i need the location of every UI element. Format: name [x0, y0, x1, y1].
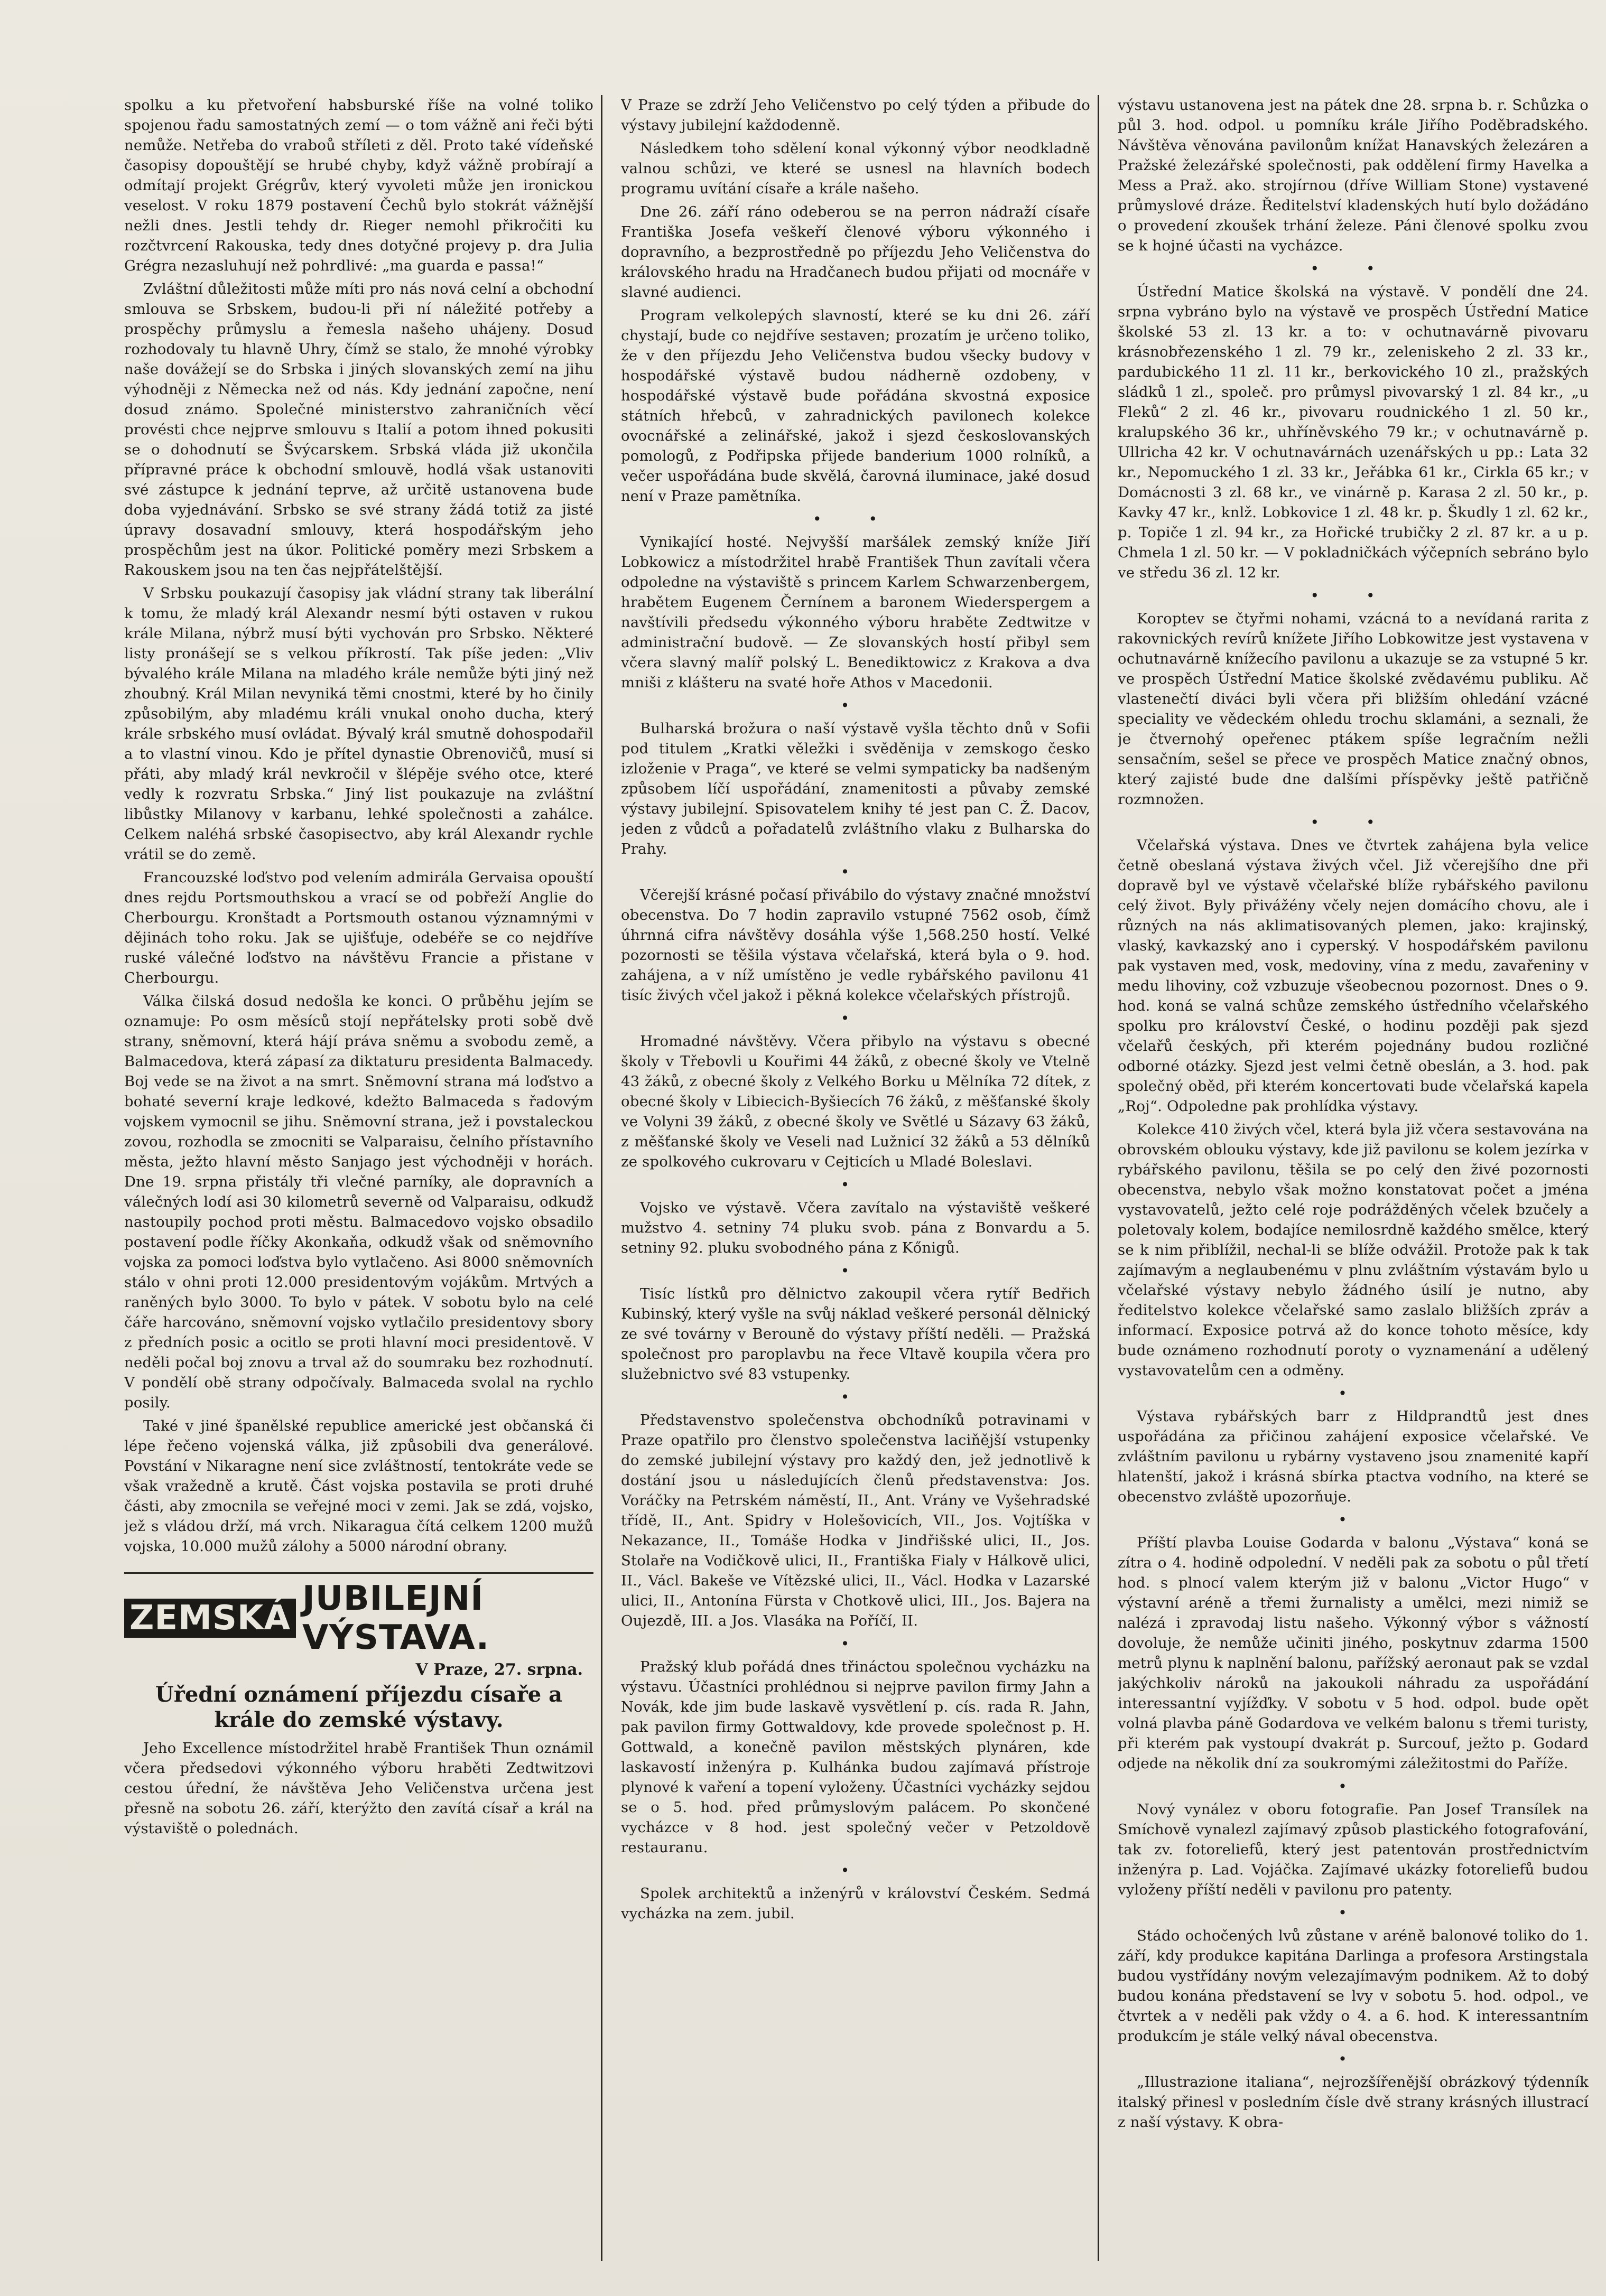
column-2	[621, 95, 1099, 2261]
news-item: Včelařská výstava. Dnes ve čtvrtek zahájena byla velice četně obeslaná výstava živých včel. Již včerejšího dne při dopravě byl ve výstavě včelařské blíže rybářského pavilonu celý život. Byly přivážény včely nejen domácího chovu, ale i různých na nás aklimatisovaných plemen, jako: krajinský, vlaský, kavkazský ano i cyperský. V hospodářském pavilonu pak vystaven med, vosk, medoviny, vína z medu, zavařeniny v medu lihoviny, což vzbuzuje všeobecnou pozornost. Dnes o 9. hod. koná se valná schůze zemského ústředního včelařského spolku pro království České, o hodinu později pak sjezd včelařů českých, při kterém pojednány budou rozličné odborné otázky. Sjezd jest velmi četně obeslán, a 3. hod. pak společný oběd, při kterém koncertovati bude včelařská kapela „Roj“. Odpoledne pak prohlídka výstavy.	[1118, 837, 1589, 1115]
news-item: Výstava rybářských barr z Hildprandtů jest dnes uspořádána za přičinou zahájení exposice včelařské. Ve zvláštním pavilonu u rybárny vystaveno jsou znamenité kapří hlatenští, jakož i krásná sbírka ptactva vodního, na které se obecenstvo zvláště upozorňuje.	[1118, 1408, 1589, 1505]
dateline: V Praze, 27. srpna.	[415, 1660, 583, 1679]
exhibition-section-header	[124, 1572, 593, 1838]
article-paragraph: Dne 26. září ráno odeberou se na perron nádraží císaře Františka Josefa veškeří členové výboru výkonného i dopravního, a bezprostředně po příjezdu Jeho Veličenstva do královského hradu na Hradčanech budou přijati od mocnáře v slavné audienci.	[621, 203, 1090, 301]
news-item: Nový vynález v oboru fotografie. Pan Josef Transílek na Smíchově vynalezl zajímavý způsob plastického fotografování, tak zv. fotoreliefů, který jest patentován prostřednictvím inženýra p. Lad. Vojáčka. Zajímavé ukázky fotoreliefů budou vyloženy příští neděli v pavilonu pro patenty.	[1118, 1801, 1589, 1898]
article-paragraph: výstavu ustanovena jest na pátek dne 28. srpna b. r. Schůzka o půl 3. hod. odpol. u pomníku krále Jiřího Poděbradského. Návštěva věnována pavilonům knížat Hanavských železáren a Pražské železářské společnosti, pak oddělení firmy Havelka a Mess a Praž. ako. strojírnou (dříve William Stone) vystavené průmyslové dráze. Ředitelství kladenských hutí bylo dožádáno o provedení zkoušek trhání železe. Páni členové spolku zvou se k hojné účasti na vycházce.	[1118, 97, 1589, 254]
exhibition-title-inverse: ZEMSKÁ	[124, 1599, 296, 1638]
separator-dots: • •	[1310, 587, 1396, 604]
separator-dots: •	[1338, 1511, 1368, 1528]
separator-dots: •	[1338, 1904, 1368, 1921]
column-3	[1118, 95, 1596, 2261]
news-item: Stádo ochočených lvů zůstane v aréně balonové toliko do 1. září, kdy produkce kapitána Darlinga a profesora Arstingstala budou vystřídány novým velezajímavým podnikem. Až to dobý budou konána představení se lvy v sobotu 5. hod. odpol., ve čtvrtek a v neděli pak vždy o 4. a 6. hod. K interessantním produkcím je stále velký nával obecenstva.	[1118, 1927, 1589, 2045]
separator-dots: •	[840, 1262, 871, 1280]
column-1	[124, 95, 602, 2261]
news-item: Kolekce 410 živých včel, která byla již včera sestavována na obrovském oblouku výstavy, kde již pavilonu se kolem jezírka v rybářského pavilonu, těšila se po celý den živé pozornosti obecenstva, nebylo však možno konstatovat počet a jména vystavovatelů, ježto celé roje podrážděných včelek bzučely a poletovaly kolem, bodajíce nemilosrdně každého smělce, který se k nim přiblížil, nechal-li se blíže odvážil. Protože pak k tak zajímavým a neglaubenému v plnu zvláštním výstavám bylo u včelařské výstavy nebylo žádného úsilí je nutno, aby ředitelstvo kolekce včelařské samo zaslalo bližších zpráv a informací. Exposice potrvá až do konce tohoto měsíce, kdy bude oznámeno rozhodnutí poroty o vyznamenání a udělený vystavovatelům cen a odměny.	[1118, 1121, 1589, 1379]
separator-dots: •	[840, 1010, 871, 1027]
article-paragraph: Válka čilská dosud nedošla ke konci. O průběhu jejím se oznamuje: Po osm měsíců stojí nepřátelsky proti sobě dvě strany, sněmovní, která hájí práva sněmu a svobodu země, a Balmacedova, která zápasí za diktaturu presidenta Balmacedy. Boj vede se na život a na smrt. Sněmovní strana má loďstvo a bohaté severní kraje ledkové, kdežto Balmaceda s řadovým vojskem vymocnil se jihu. Sněmovní strana, jež i povstaleckou zovou, rozhodla se zmocniti se Valparaisu, čelního přístavního města, ježto hlavní město Sanjago jest východněji v horách. Dne 19. srpna přistály tři vlečné parníky, ale dopravních a válečných lodí asi 30 kilometrů severně od Valparaisu, odkudž nastoupily pochod proti městu. Balmacedovo vojsko obsadilo postavení podle říčky Akonkaňa, odkudž však od sněmovního vojska za pomoci loďstva bylo vytlačeno. Asi 8000 sněmovních stálo v ohni proti 12.000 presidentovým vojákům. Mrtvých a raněných bylo 3000. To bylo v pátek. V sobotu bylo na celé čáře harcováno, sněmovní vojsko vytlačilo presidentovy sbory z předních posic a ocitlo se proti hlavní moci presidentově. V neděli počal boj znovu a trval až do soumraku bez rozhodnutí. V pondělí obě strany odpočívaly. Balmaceda svolal na rychlo posily.	[124, 993, 593, 1411]
article-paragraph: Následkem toho sdělení konal výkonný výbor neodkladně valnou schůzi, ve které se usnesl na hlavních bodech programu uvítání císaře a krále našeho.	[621, 140, 1090, 197]
article-paragraph: Také v jiné španělské republice americké jest občanská či lépe řečeno vojenská válka, již způsobili dva generálové. Povstání v Nikaragne není sice zvláštností, tentokráte vede se však vražedně a krutě. Část vojska postavila se proti druhé části, aby zmocnila se veřejné moci v zemi. Jak se zdá, vojsko, jež s vládou drží, má vrch. Nikaragua čítá celkem 1200 mužů vojska, 10.000 mužů zálohy a 5000 národní obrany.	[124, 1417, 593, 1555]
columns	[124, 95, 1589, 2261]
separator-dots: • •	[813, 510, 898, 528]
separator-dots: •	[840, 863, 871, 881]
separator-dots: •	[840, 1176, 871, 1193]
exhibition-title	[124, 1579, 593, 1657]
news-item: Spolek architektů a inženýrů v království Českém. Sedmá vycházka na zem. jubil.	[621, 1885, 1090, 1922]
article-paragraph: Zvláštní důležitosti může míti pro nás nová celní a obchodní smlouva se Srbskem, budou-li při ní náležité potřeby a prospěchy průmyslu a řemesla našeho uhájeny. Dosud rozhodovaly tu hlavně Uhry, čímž se stalo, že mnohé výrobky naše dovážejí se do Srbska i jiných slovanských zemí na jihu výhodněji z Německa než od nás. Kdy jednání započne, není dosud známo. Společné ministerstvo zahraničních věcí provésti chce nejprve smlouvu s Italií a potom ihned pokusiti se o dohodnutí se Švýcarskem. Srbská vláda již ukončila přípravné práce k obchodní smlouvě, hodlá však ustanoviti své zástupce k jednání teprve, až určitě ustanovena bude doba vyjednávání. Srbsko se své strany žádá totiž za jisté úpravy dosavadní smlouvy, která hospodářským jeho prospěchům jest na úkor. Politické poměry mezi Srbskem a Rakouskem jsou na ten čas nejpřátelštější.	[124, 281, 593, 578]
separator-dots: •	[1338, 1778, 1368, 1795]
news-item: Vojsko ve výstavě. Včera zavítalo na výstaviště veškeré mužstvo 4. setniny 74 pluku svob. pána z Bonvardu a 5. setniny 92. pluku svobodného pána z Kőnigů.	[621, 1199, 1090, 1256]
exhibition-subtitle: Úřední oznámení příjezdu císaře a krále do zemské výstavy.	[155, 1682, 563, 1732]
separator-dots: •	[1338, 2050, 1368, 2068]
separator-dots: •	[1338, 1385, 1368, 1402]
news-item: „Illustrazione italiana“, nejrozšířenější obrázkový týdenník italský přinesl v posledním čísle dvě strany krásných illustrací z naší výstavy. K obra-	[1118, 2074, 1589, 2131]
separator-dots: •	[840, 1388, 871, 1406]
separator-dots: • •	[1310, 814, 1396, 831]
news-item: Příští plavba Louise Godarda v balonu „Výstava“ koná se zítra o 4. hodině odpolední. V neděli pak za sobotu o půl třetí hod. s plnocí valem kterým již v balonu „Victor Hugo“ v výstavní aréně a třemi žurnalisty a umělci, mezi nimiž se nalézá i zpravodaj listu našeho. Výkonný výbor s vážností dovoluje, že nemůže učiniti jiného, poskytnuv zdarma 1500 metrů plynu k naplnění balonu, pařížský aeronaut pak se vzdal jakýchkoliv nároků na jakoukoli náhradu za uspořádání interessantní vyjížďky. V sobotu v 5 hod. odpol. bude opět volná plavba páně Godardova ve velkém balonu s třemi turisty, při kterém pak vystoupí dvakrát p. Surcouf, ježto p. Godard odjede na několik dní za soukromými záležitostmi do Paříže.	[1118, 1534, 1589, 1772]
news-item: Včerejší krásné počasí přivábilo do výstavy značné množství obecenstva. Do 7 hodin zapravilo vstupné 7562 osob, čímž úhrnná cifra návštěvy dosáhla výše 1,568.250 hostí. Velké pozornosti se těšila výstava včelařská, která byla o 9. hod. zahájena, a v níž umístěno je vedle rybářského pavilonu 41 tisíc živých včel jakož i pěkná kolekce včelařských přístrojů.	[621, 886, 1090, 1004]
news-item: Pražský klub pořádá dnes třináctou společnou vycházku na výstavu. Účastníci prohlédnou si nejprve pavilon firmy Jahn a Novák, kde jim bude laskavě vysvětlení p. cís. rada R. Jahn, pak pavilon firmy Gottwaldovy, kde provede společnost p. H. Gottwald, a konečně pavilon městských plynáren, kde laskavostí inženýra p. Kulhánka budou zajímavá přístroje plynové k vaření a topení vyloženy. Účastníci vycházky sejdou se o 5. hod. před průmyslovým palácem. Po skončené vycházce v 8 hod. jest společný večer v Petzoldově restauranu.	[621, 1658, 1090, 1856]
news-item: Ústřední Matice školská na výstavě. V pondělí dne 24. srpna vybráno bylo na výstavě ve prospěch Ústřední Matice školské 53 zl. 13 kr. a to: v ochutnavárně pivovaru krásnobřezenského 1 zl. 79 kr., zeleniskeho 2 zl. 33 kr., pardubického 11 zl. 11 kr., berkovického 10 zl., pražských sládků 1 zl., společ. pro průmysl pivovarský 1 zl. 84 kr., „u Fleků“ 2 zl. 46 kr., pivovaru roudnického 1 zl. 50 kr., kralupského 36 kr., uhříněvského 79 kr.; v ochutnavárně p. Ullricha 42 kr. V ochutnavárnách uzenářských u pp.: Lata 32 kr., Nepomuckého 1 zl. 33 kr., Jeřábka 61 kr., Cirkla 65 kr.; v Domácnosti 3 zl. 68 kr., ve vinárně p. Karasa 2 zl. 50 kr., p. Kavky 47 kr., knlž. Lobkovice 1 zl. 48 kr. p. Škudly 1 zl. 62 kr., p. Topiče 1 zl. 94 kr., za Hořické trubičky 2 zl. 87 kr. a u p. Chmela 1 zl. 50 kr. — V pokladničkách výčepních sebráno bylo ve středu 36 zl. 12 kr.	[1118, 283, 1589, 581]
article-paragraph: Program velkolepých slavností, které se ku dni 26. září chystají, bude co nejdříve sestaven; prozatím je určeno toliko, že v den příjezdu Jeho Veličenstva budou všecky budovy v hospodářské výstavě budou nádherně ozdobeny, v hospodářské výstavě bude pořádána skvostná exposice státních hřebců, v zahradnických pavilonech kolekce ovocnářské a zelinářské, jakož i sjezd českoslovanských pomologů, z Podřipska přijede banderium 1000 rolníků, a večer uspořádána bude skvělá, čarovná iluminace, jaké dosud není v Praze pamětníka.	[621, 307, 1090, 505]
separator-dots: •	[840, 1635, 871, 1653]
news-item: Vynikající hosté. Nejvyšší maršálek zemský kníže Jiří Lobkowicz a místodržitel hrabě František Thun zavítali včera odpoledne na výstaviště s princem Karlem Schwarzenbergem, hrabětem Eugenem Černínem a baronem Wiederspergem a navštívili předsedu výkonného výboru hraběte Zedtwitze v administrační budově. — Ze slovanských hostí přibyl sem včera slavný malíř polský L. Benediktowicz z Krakova a dva mniši z klášteru na svaté hoře Athos v Macedonii.	[621, 534, 1090, 691]
separator-dots: •	[840, 1862, 871, 1879]
article-paragraph: V Srbsku poukazují časopisy jak vládní strany tak liberální k tomu, že mladý král Alexandr nesmí býti ostaven v rukou krále Milana, nýbrž musí býti vychován pro Srbsko. Některé listy pronášejí se s velkou příkrostí. Tak píše jeden: „Vliv bývalého krále Milana na mladého krále nemůže býti jiný než zhoubný. Král Milan nevyniká těmi cnostmi, které by ho činily způsobilým, aby mladému králi vnukal onoho ducha, který krále srbského musí ovládat. Bývalý král smutně dohospodařil a to vlastní vinou. Kdo je přítel dynastie Obrenovičů, musí si přáti, aby mladý král nevkročil v šlépěje svého otce, které vedly k rozvratu Srbska.“ Jiný list poukazuje na zvláštní libůstky Milanovy v karbanu, lehké společnosti a zahálce. Celkem naléhá srbské časopisectvo, aby král Alexandr rychle vrátil se do země.	[124, 585, 593, 863]
news-item: Bulharská brožura o naší výstavě vyšla těchto dnů v Sofii pod titulem „Kratki věležki i svěděnija v zemskogo česko izloženie v Praga“, ve které se velmi sympaticky ba nadšeným způsobem líčí uspořádání, znamenitosti a půvaby zemské výstavy jubilejní. Spisovatelem knihy té jest pan C. Ž. Dacov, jeden z vůdců a pořadatelů zvláštního vlaku z Bulharska do Prahy.	[621, 720, 1090, 857]
separator-dots: • •	[1310, 260, 1396, 277]
news-item: Hromadné návštěvy. Včera přibylo na výstavu s obecné školy v Třebovli u Kouřimi 44 žáků, z obecné školy ve Vtelně 43 žáků, z obecné školy z Velkého Borku u Mělníka 72 dítek, z obecné školy v Libiecich-Byšiecích 76 žáků, z měšťanské školy ve Volyni 39 žáků, z obecné školy ve Světlé u Sázavy 63 žáků, z měšťanské školy ve Veseli nad Lužnicí 32 žáků a 53 dělníků ze spolkového cukrovaru v Cejticích u Mladé Boleslavi.	[621, 1033, 1090, 1170]
article-paragraph: Francouzské loďstvo pod velením admirála Gervaisa opouští dnes rejdu Portsmouthskou a vrací se od pobřeží Anglie do Cherbourgu. Kronštadt a Portsmouth ostanou významnými v dějinách toho roku. Jak se ujišťuje, odebéře se co nejdříve ruské válečné loďstvo na návštěvu Francie a přistane v Cherbourgu.	[124, 869, 593, 986]
news-item: Představenstvo společenstva obchodníků potravinami v Praze opatřilo pro členstvo společenstva laciňější vstupenky do zemské jubilejní výstavy pro každý den, jež jednotlivě k dostání jsou u následujících členů představenstva: Jos. Voráčky na Petrském náměstí, II., Ant. Vrány ve Vyšehradské třídě, II., Ant. Spidry v Holešovicích, VII., Jos. Vojtíška v Nekazance, II., Tomáše Hodka v Jindřišské ulici, II., Jos. Stolaře na Vodičkově ulici, II., Františka Fialy v Hálkově ulici, II., Václ. Bakeše ve Vítězské ulici, II., Václ. Hodka v Lazarské ulici, II., Antonína Fürsta v Chotkově ulici, III., Jos. Bajera na Oujezdě, III. a Jos. Vlasáka na Poříčí, II.	[621, 1412, 1090, 1629]
article-paragraph: spolku a ku přetvoření habsburské říše na volné toliko spojenou řadu samostatných zemí — o tom vážně ani řeči býti nemůže. Netřeba do vraboů stříleti z děl. Proto také vídeňské časopisy dopouštějí se hrubé chyby, když vážně probírají a odmítají projekt Grégrův, který vyvoleti může jen ironickou veselost. V roku 1879 postavení Čechů bylo stokrát vážnější nežli dnes. Jestli tehdy dr. Rieger nemohl přikročiti ku rozčtvrcení Rakouska, tedy dnes dotyčné projevy p. dra Julia Grégra nezasluhují než pohrdlivé: „ma guarda e passa!“	[124, 97, 593, 274]
exhibition-title-rest: JUBILEJNÍ VÝSTAVA.	[302, 1579, 490, 1657]
exhibition-intro: Jeho Excellence místodržitel hrabě František Thun oznámil včera předsedovi výkonného výboru hraběti Zedtwitzovi cestou úřední, že návštěva Jeho Veličenstva určena jest přesně na sobotu 26. září, kterýžto den zavítá císař a král na výstaviště o polednách.	[124, 1740, 593, 1837]
separator-dots: •	[840, 697, 871, 714]
news-item: Koroptev se čtyřmi nohami, vzácná to a nevídaná rarita z rakovnických revírů knížete Jiřího Lobkowitze jest vystavena v ochutnavárně knížecího pavilonu a ukazuje se za vstupné 5 kr. ve prospěch Ústřední Matice školské zvědavému publiku. Ač vlastenečtí diváci byli včera při bližším ohledání vzácné speciality ve vědeckém ohledu trochu sklamáni, a seznali, že je čtvernohý opeřenec ptákem spíše legračním nežli sensačním, sešel se přece ve prospěch Matice značný obnos, který zajisté bude dne dalšími příspěvky ještě patřičně rozmnožen.	[1118, 610, 1589, 808]
article-paragraph: V Praze se zdrží Jeho Veličenstvo po celý týden a přibude do výstavy jubilejní každodenně.	[621, 97, 1090, 134]
news-item: Tisíc lístků pro dělnictvo zakoupil včera rytíř Bedřich Kubinský, který vyšle na svůj náklad veškeré personál dělnický ze své továrny v Berouně do výstavy příští neděli. — Pražská společnost pro paroplavbu na řece Vltavě koupila včera pro služebnictvo své 83 vstupenky.	[621, 1285, 1090, 1383]
